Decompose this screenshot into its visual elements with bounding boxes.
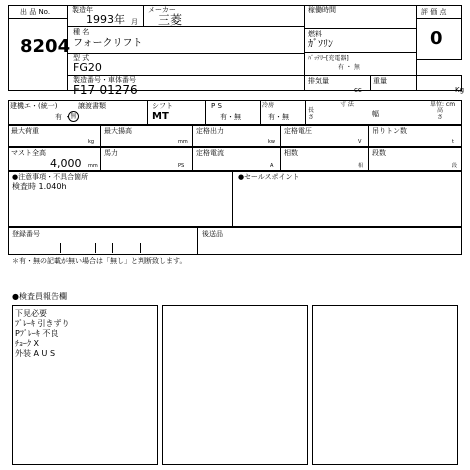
rated-output-label: 定格出力 [196, 127, 224, 135]
battery-label: ﾊﾞｯﾃﾘｰ[充電器] [308, 55, 349, 62]
width-label: 幅 [372, 110, 379, 118]
fuel-value: ｶﾞｿﾘﾝ [308, 39, 333, 50]
shift-value: MT [152, 111, 169, 122]
hoist-unit: t [452, 139, 454, 145]
ps-label: P S [211, 102, 222, 110]
inspector-title: ●検査員報告欄 [12, 292, 67, 301]
horsepower-label: 馬力 [104, 149, 118, 157]
cooling-label: 冷房 [262, 102, 275, 109]
max-load-unit: kg [88, 139, 95, 145]
hoist-label: 吊りトン数 [372, 127, 407, 135]
displacement-label: 排気量 [308, 77, 329, 85]
maker-value: 三菱 [158, 13, 183, 27]
height-label: 高 さ [437, 107, 444, 121]
inspector-line-3: Pﾌﾞﾚｰｷ 不良 [15, 329, 59, 338]
rated-current-unit: A [270, 163, 274, 169]
weight-unit: Kg [455, 86, 465, 94]
max-lift-unit: mm [178, 139, 188, 145]
sales-point-label: ●セールスポイント [238, 173, 300, 181]
model-label: 型 式 [73, 54, 90, 62]
rated-voltage-label: 定格電圧 [284, 127, 312, 135]
frequency-unit: 段 [452, 163, 458, 169]
lot-no: 8204 [20, 36, 71, 57]
inspector-box-3 [312, 305, 458, 465]
phase-unit: 相 [358, 163, 364, 169]
ps-options: 有・無 [220, 113, 241, 121]
maker-label: メーカー [148, 6, 176, 14]
rated-output-unit: kw [268, 139, 275, 145]
construction-label: 建機エ・(統一) [10, 102, 58, 110]
weight-label: 重量 [373, 77, 387, 85]
delivery-label: 後送品 [202, 230, 223, 238]
model-value: FG20 [73, 61, 102, 74]
registration-box [8, 227, 462, 255]
transfer-doc-label: 譲渡書類 [78, 102, 106, 110]
serial-value: F17-01276 [73, 83, 138, 97]
mast-unit: mm [88, 163, 98, 169]
name-value: フォークリフト [73, 38, 143, 49]
inspector-line-5: 外装 A U S [15, 349, 56, 358]
dimension-label: 寸 法 [340, 101, 354, 108]
rated-current-label: 定格電流 [196, 149, 224, 157]
cooling-options: 有・無 [268, 113, 289, 121]
phase-label: 相数 [284, 149, 298, 157]
frequency-label: 段数 [372, 149, 386, 157]
construction-yes: 有 ・ [55, 113, 72, 121]
inspector-line-2: ﾌﾞﾚｰｷ 引きずり [15, 319, 70, 328]
fuel-label: 燃料 [308, 30, 322, 38]
year-value: 1993年 [86, 13, 125, 26]
mast-value: 4,000 [50, 157, 82, 170]
rated-voltage-unit: V [358, 139, 362, 145]
length-label: 長 さ [308, 107, 315, 121]
battery-options: 有 ・ 無 [338, 64, 360, 71]
horsepower-unit: PS [178, 163, 185, 169]
inspector-line-4: ﾁｮｰｸ X [15, 339, 40, 348]
caution-label: ●注意事項・不具合箇所 [12, 173, 89, 181]
max-load-label: 最大荷重 [11, 127, 39, 135]
construction-no-circled: 無 [68, 111, 79, 122]
score-value: 0 [430, 28, 443, 49]
month-label: 月 [131, 18, 138, 26]
footnote: ＊有・無の記載が無い場合は「無し」と判断致します。 [12, 257, 187, 265]
caution-text: 検査時 1.040h [12, 182, 67, 191]
serial-label: 製造番号・車体番号 [73, 76, 136, 84]
lot-no-label: 出 品 No. [20, 8, 51, 16]
dimension-unit: 単位: cm [430, 101, 456, 108]
hours-label: 稼働時間 [308, 6, 336, 14]
inspector-box-2 [162, 305, 308, 465]
max-lift-label: 最大揚高 [104, 127, 132, 135]
score-label: 評 価 点 [421, 8, 447, 16]
displacement-unit: cc [354, 86, 362, 94]
shift-label: シフト [152, 102, 173, 110]
inspector-line-1: 下見必要 [15, 309, 47, 318]
registration-label: 登録番号 [12, 230, 40, 238]
mast-label: マスト全高 [11, 149, 46, 157]
name-label: 種 名 [73, 28, 90, 36]
year-label: 製造年 [72, 6, 93, 14]
